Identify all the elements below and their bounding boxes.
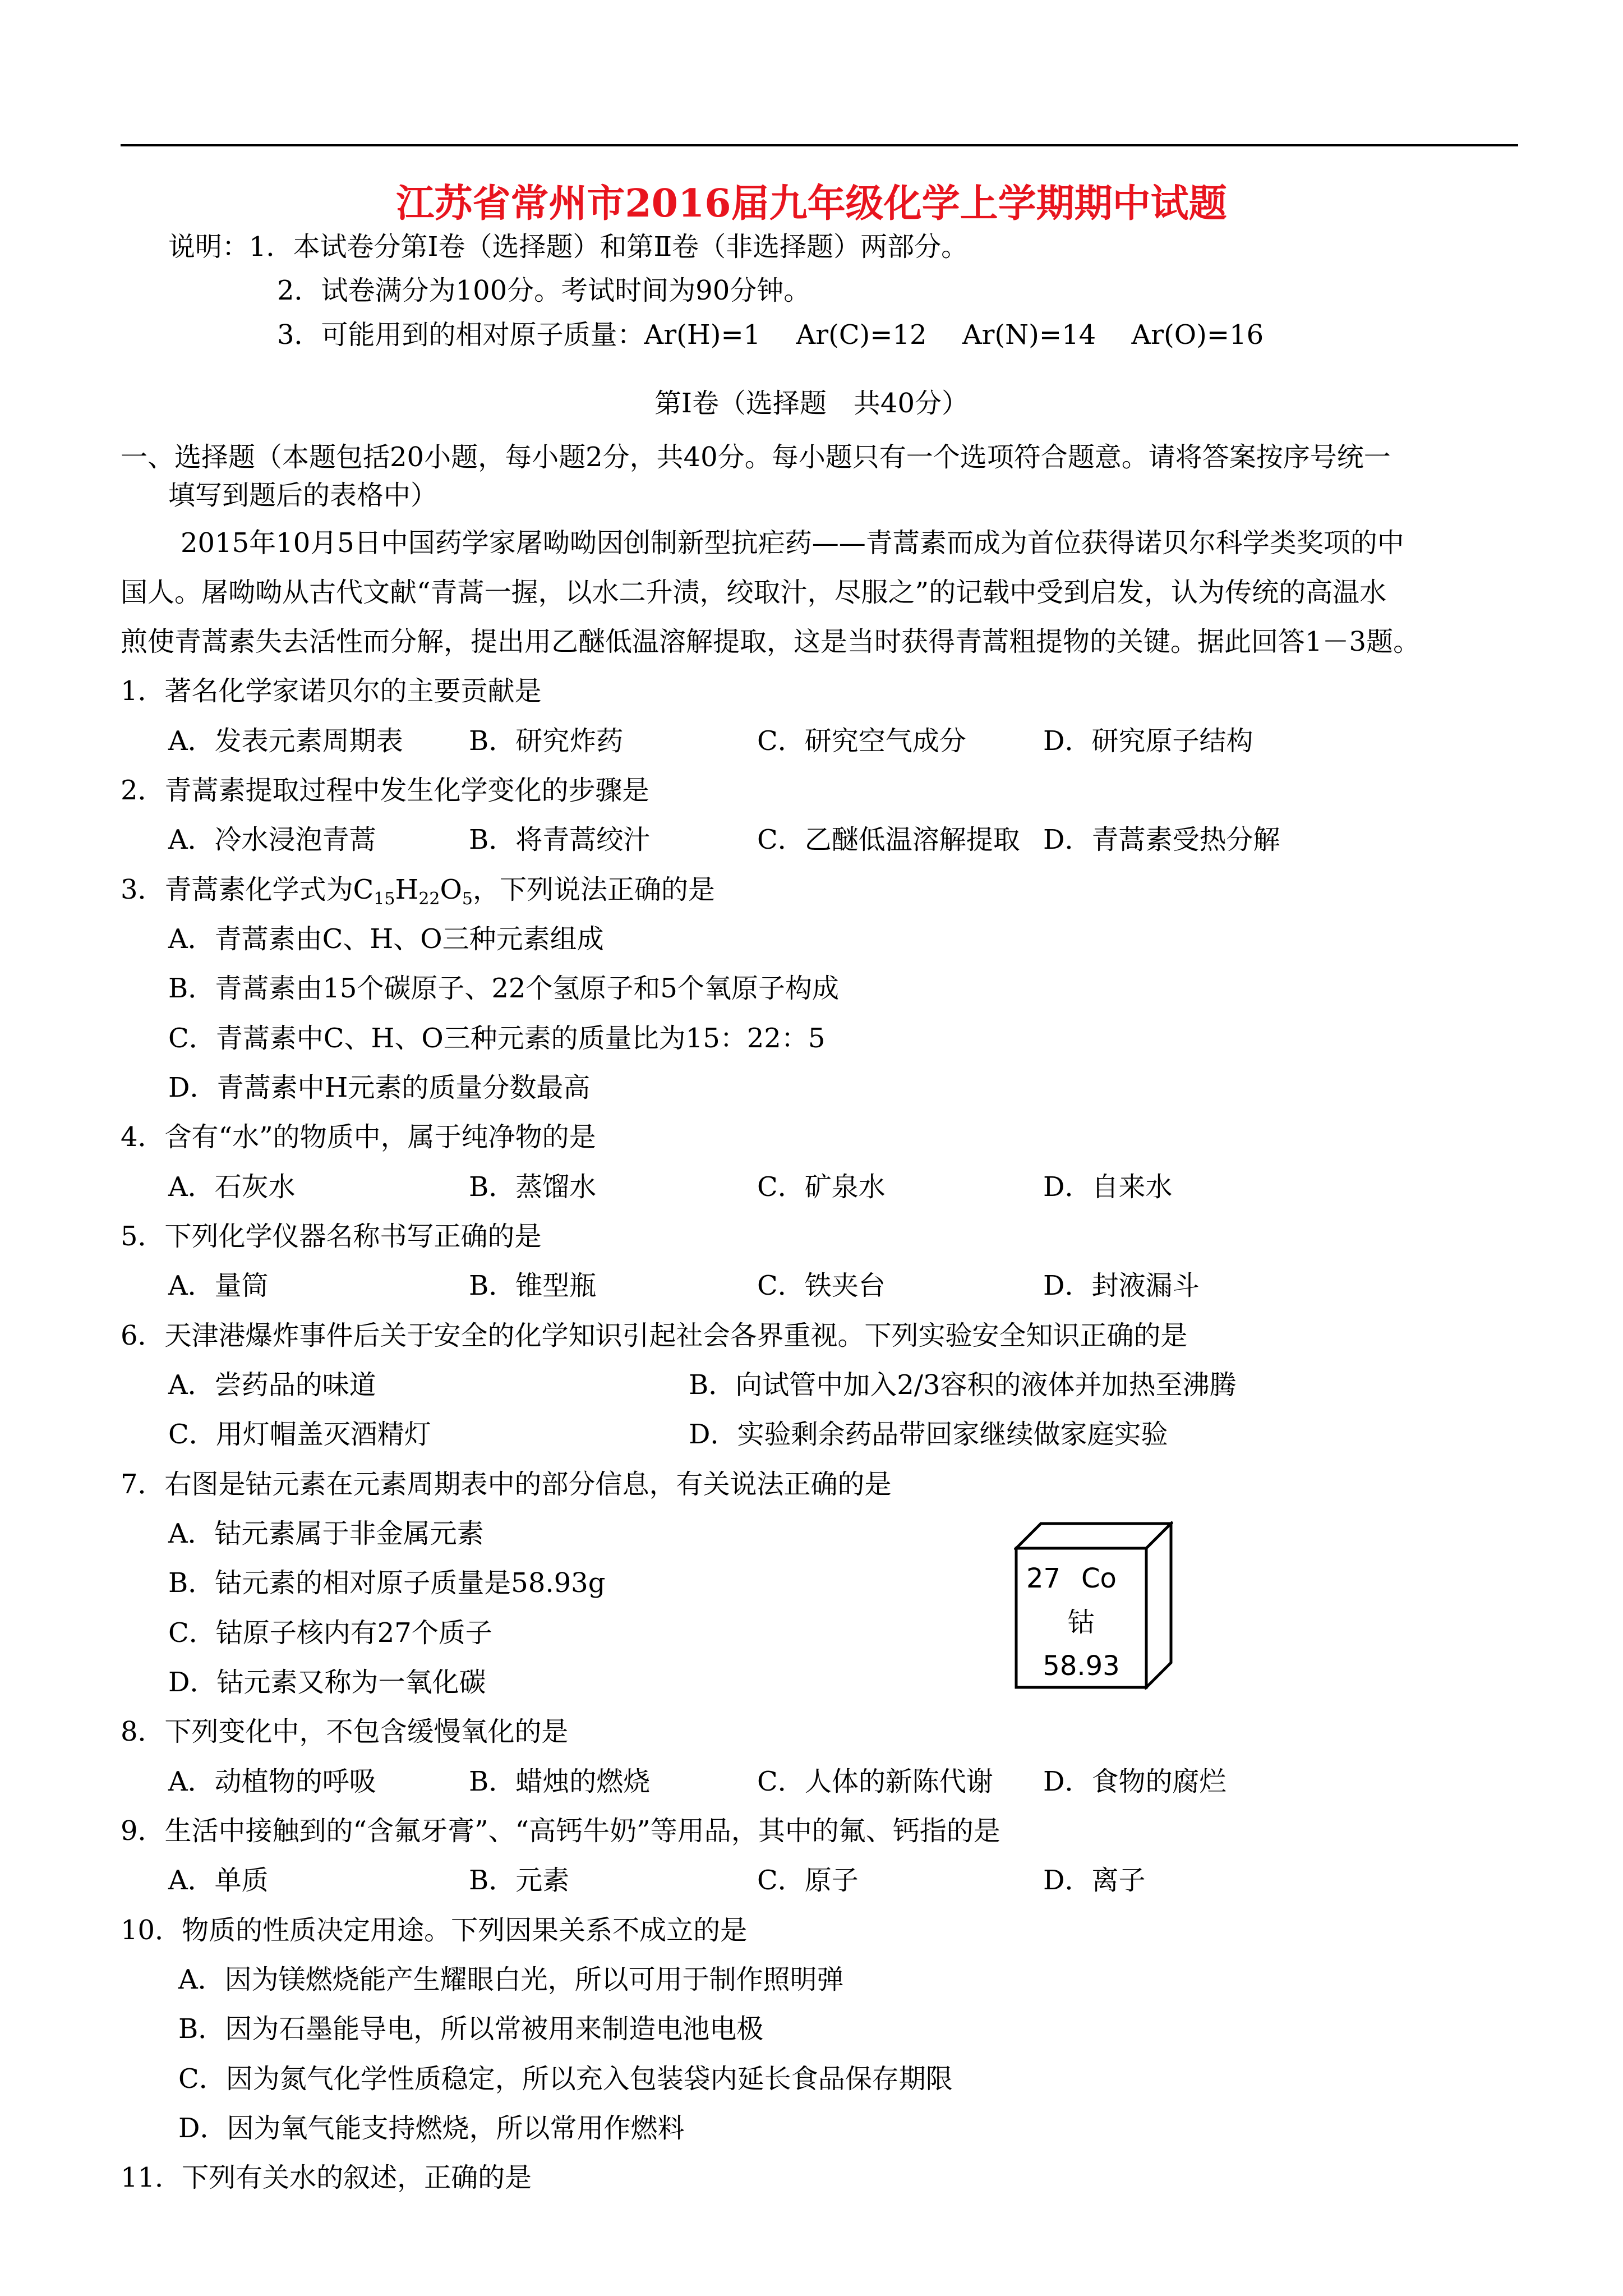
cell-top-face <box>1016 1524 1171 1548</box>
instructions-line-1: 一、选择题（本题包括20小题，每小题2分，共40分。每小题只有一个选项符合题意。请将答案按序号统一 <box>121 441 1391 473</box>
question-9-option-b: B．元素 <box>469 1865 570 1896</box>
atomic-number: 27 <box>1026 1563 1061 1594</box>
question-1-option-a: A．发表元素周期表 <box>168 725 403 757</box>
question-8-stem: 8．下列变化中，不包含缓慢氧化的是 <box>121 1716 569 1747</box>
question-10-stem: 10．物质的性质决定用途。下列因果关系不成立的是 <box>121 1915 748 1946</box>
question-5-option-d: D．封液漏斗 <box>1043 1270 1200 1301</box>
section-title: 第Ⅰ卷（选择题 共40分） <box>654 388 969 419</box>
note-2: 2．试卷满分为100分。考试时间为90分钟。 <box>277 275 811 306</box>
passage-line-1: 2015年10月5日中国药学家屠呦呦因创制新型抗疟药——青蒿素而成为首位获得诺贝尔科学类奖项的中 <box>181 527 1404 559</box>
formula-subscript-o: 5 <box>462 889 473 909</box>
question-3-option-a: A．青蒿素由C、H、O三种元素组成 <box>168 923 604 955</box>
question-4-option-c: C．矿泉水 <box>757 1171 886 1203</box>
question-6-stem: 6．天津港爆炸事件后关于安全的化学知识引起社会各界重视。下列实验安全知识正确的是 <box>121 1320 1188 1351</box>
question-3-option-b: B．青蒿素由15个碳原子、22个氢原子和5个氧原子构成 <box>168 973 839 1004</box>
note-1: 说明：1．本试卷分第Ⅰ卷（选择题）和第Ⅱ卷（非选择题）两部分。 <box>168 231 969 263</box>
question-7-option-d: D．钴元素又称为一氧化碳 <box>168 1667 486 1698</box>
passage-line-2: 国人。屠呦呦从古代文献“青蒿一握，以水二升渍，绞取汁，尽服之”的记载中受到启发，认为传统的高温水 <box>121 577 1387 608</box>
question-4-option-d: D．自来水 <box>1043 1171 1173 1203</box>
question-9-option-d: D．离子 <box>1043 1865 1146 1896</box>
formula-o: O <box>440 874 462 905</box>
header-rule <box>121 144 1518 146</box>
note-3: 3．可能用到的相对原子质量：Ar(H)=1 Ar(C)=12 Ar(N)=14 Ar(O)=16 <box>277 319 1264 351</box>
question-7-option-a: A．钴元素属于非金属元素 <box>168 1518 484 1549</box>
passage-line-3: 煎使青蒿素失去活性而分解，提出用乙醚低温溶解提取，这是当时获得青蒿粗提物的关键。据此回答1－3题。 <box>121 626 1421 657</box>
question-1-stem: 1．著名化学家诺贝尔的主要贡献是 <box>121 675 542 707</box>
question-4-stem: 4．含有“水”的物质中，属于纯净物的是 <box>121 1121 596 1153</box>
page-title: 江苏省常州市2016届九年级化学上学期期中试题 <box>396 181 1227 226</box>
question-10-option-a: A．因为镁燃烧能产生耀眼白光，所以可用于制作照明弹 <box>178 1964 844 1995</box>
question-5-stem: 5．下列化学仪器名称书写正确的是 <box>121 1221 542 1252</box>
question-1-option-c: C．研究空气成分 <box>757 725 966 757</box>
atomic-mass: 58.93 <box>1043 1650 1120 1682</box>
question-4-option-b: B．蒸馏水 <box>469 1171 597 1203</box>
question-4-option-a: A．石灰水 <box>168 1171 296 1203</box>
cell-side-face <box>1146 1524 1171 1687</box>
question-8-option-b: B．蜡烛的燃烧 <box>469 1766 651 1797</box>
question-10-option-d: D．因为氧气能支持燃烧，所以常用作燃料 <box>178 2113 685 2144</box>
question-5-option-a: A．量筒 <box>168 1270 269 1301</box>
question-3-option-c: C．青蒿素中C、H、O三种元素的质量比为15：22：5 <box>168 1023 826 1054</box>
question-6-option-d: D．实验剩余药品带回家继续做家庭实验 <box>689 1419 1168 1450</box>
question-9-option-c: C．原子 <box>757 1865 859 1896</box>
question-2-stem: 2．青蒿素提取过程中发生化学变化的步骤是 <box>121 775 649 806</box>
question-3-stem <box>121 871 715 918</box>
question-2-option-a: A．冷水浸泡青蒿 <box>168 824 376 855</box>
question-2-option-c: C．乙醚低温溶解提取 <box>757 824 1020 855</box>
question-6-option-a: A．尝药品的味道 <box>168 1369 376 1401</box>
question-6-option-c: C．用灯帽盖灭酒精灯 <box>168 1419 431 1450</box>
question-8-option-a: A．动植物的呼吸 <box>168 1766 376 1797</box>
question-10-option-b: B．因为石墨能导电，所以常被用来制造电池电极 <box>178 2013 764 2045</box>
element-name: 钴 <box>1067 1607 1095 1638</box>
cobalt-element-cell <box>1014 1521 1173 1690</box>
instructions-line-2: 填写到题后的表格中） <box>168 480 438 511</box>
question-5-option-c: C．铁夹台 <box>757 1270 886 1301</box>
question-2-option-b: B．将青蒿绞汁 <box>469 824 651 855</box>
question-3-option-d: D．青蒿素中H元素的质量分数最高 <box>168 1072 591 1103</box>
question-1-option-d: D．研究原子结构 <box>1043 725 1253 757</box>
question-2-option-d: D．青蒿素受热分解 <box>1043 824 1280 855</box>
question-7-stem: 7．右图是钴元素在元素周期表中的部分信息，有关说法正确的是 <box>121 1469 892 1500</box>
question-3-stem-prefix: 3．青蒿素化学式为C <box>121 874 374 905</box>
question-7-option-c: C．钴原子核内有27个质子 <box>168 1617 492 1649</box>
element-symbol: Co <box>1081 1563 1117 1594</box>
question-8-option-d: D．食物的腐烂 <box>1043 1766 1227 1797</box>
question-1-option-b: B．研究炸药 <box>469 725 624 757</box>
question-9-stem: 9．生活中接触到的“含氟牙膏”、“高钙牛奶”等用品，其中的氟、钙指的是 <box>121 1815 1000 1847</box>
formula-h: H <box>395 874 419 905</box>
question-3-stem-suffix: ，下列说法正确的是 <box>472 874 715 905</box>
formula-subscript-c: 15 <box>374 889 395 909</box>
formula-subscript-h: 22 <box>418 889 440 909</box>
question-5-option-b: B．锥型瓶 <box>469 1270 597 1301</box>
question-9-option-a: A．单质 <box>168 1865 269 1896</box>
question-6-option-b: B．向试管中加入2/3容积的液体并加热至沸腾 <box>689 1369 1237 1401</box>
question-11-stem: 11．下列有关水的叙述，正确的是 <box>121 2162 532 2193</box>
question-8-option-c: C．人体的新陈代谢 <box>757 1766 993 1797</box>
question-7-option-b: B．钴元素的相对原子质量是58.93g <box>168 1567 606 1599</box>
question-10-option-c: C．因为氮气化学性质稳定，所以充入包装袋内延长食品保存期限 <box>178 2063 953 2095</box>
